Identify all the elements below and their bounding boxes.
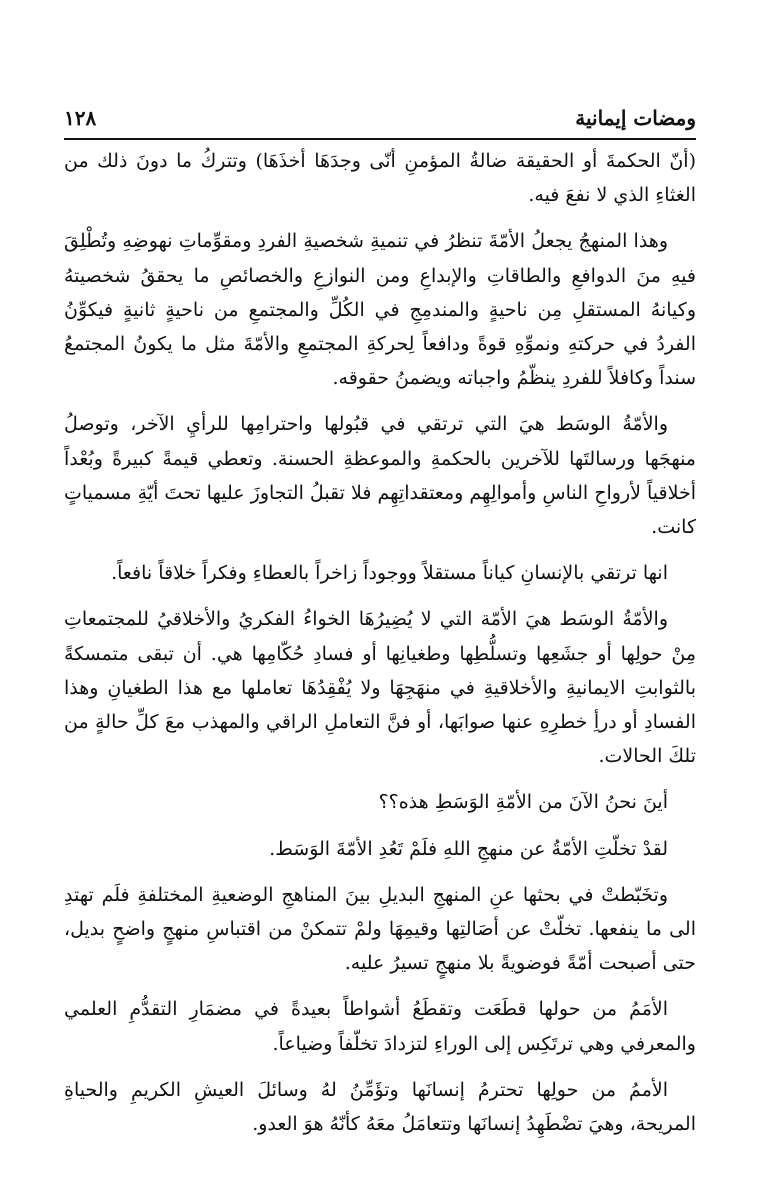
page-number: ١٢٨: [64, 106, 97, 130]
paragraph: لقدْ تخلّتِ الأمّةُ عن منهجِ اللهِ فلَمْ تَعُدِ الأمّةَ الوَسَط.: [269, 837, 668, 860]
paragraph: والأمّةُ الوسَط هيَ الأمّة التي لا يُضِيرُهَا الخواءُ الفكريُ والأخلاقيُ للمجتمعاتِ مِنْ حولِها أو جشَعِها وتسلُّطِها وطغيانِها أو فسادِ حُكّامِها هي. أن تبقى متمسكةً بالثوابتِ الايمانيةِ والأخلاقيةِ في منهَجِهَا ولا يُفْقِدُهَا تعاملها مع هذا الطغيانِ وهذا الفسادِ أو درأِ خطرِهِ عنها صوابَها، أو فنَّ التعاملِ الراقي والمهذب معَ كلِّ حالةٍ من تلكَ الحالات.: [64, 608, 696, 768]
paragraph: أينَ نحنُ الآنَ من الأمّةِ الوَسَطِ هذه؟؟: [378, 791, 668, 814]
paragraph: (أنّ الحكمةَ أو الحقيقة ضالةُ المؤمنِ أنّى وجدَهَا أخذَهَا) وتتركُ ما دونَ ذلك من الغثاءِ الذي لا نفعَ فيه.: [64, 150, 696, 207]
paragraph: والأمّةُ الوسَط هيَ التي ترتقي في قبُولها واحترامِها للرأيِ الآخر، وتوصلُ منهجَها ورسالتَها للآخرين بالحكمةِ والموعظةِ الحسنة. وتعطي قيمةً كبيرةً وبُعْداً أخلاقياً لأرواحِ الناسِ وأموالِهِم ومعتقداتِهِم فلا تقبلُ التجاوزَ عليها تحتَ أيّةِ مسمياتٍ كانت.: [64, 413, 696, 539]
running-title: ومضات إيمانية: [575, 106, 696, 130]
header-rule: [64, 138, 696, 140]
paragraph: الأمَمُ من حولها قطَعَت وتقطَعُ أشواطاً بعيدةً في مضمَارِ التقدُّمِ العلمي والمعرفي وهي ترتَكِس إلى الوراءِ لتزدادَ تخلّفاً وضياعاً.: [64, 998, 696, 1055]
body-text: [64, 144, 696, 1153]
paragraph: الأممُ من حولِها تحترمُ إنسانَها وتؤَمِّنُ لهُ وسائلَ العيشِ الكريمِ والحياةِ المريحة، وهيَ تضْطَهِدُ إنسانَها وتتعامَلُ معَهُ كأنّهُ هوَ العدو.: [64, 1078, 696, 1136]
paragraph: وتخَبّطتْ في بحثها عنِ المنهجِ البديلِ بينَ المناهجِ الوضعيةِ المختلفةِ فلَم تهتدِ الى ما ينفعها. تخلّتْ عن أصَالتِها وقيمِهَا ولمْ تتمكنْ من اقتباسِ منهجٍ واضحٍ بديل، حتى أصبحت أمّةً فوضويةً بلا منهجٍ تسيرُ عليه.: [64, 883, 696, 975]
paragraph: انها ترتقي بالإنسانِ كياناً مستقلاً ووجوداً زاخراً بالعطاءِ وفكراً خلاقاً نافعاً.: [111, 562, 668, 585]
page-header: [64, 100, 696, 136]
paragraph: وهذا المنهجُ يجعلُ الأمّةَ تنظرُ في تنميةِ شخصيةِ الفردِ ومقوِّماتِ نهوضِهِ وتُطْلِقَ فيهِ منَ الدوافعِ والطاقاتِ والإبداعِ ومن النوازعِ والخصائصِ ما يحققُ شخصيتهُ وكيانهُ المستقلِ مِن ناحيةٍ والمندمِجِ في الكُلِّ والمجتمعِ من ناحيةٍ ثانيةٍ فيكوِّنُ الفردُ في حركتهِ ونموِّهِ قوةً ودافعاً لِحركةِ المجتمعِ والأمّةَ مثل ما يكونُ المجتمعُ سنداً وكافلاً للفردِ ينظّمُ واجباته ويضمنُ حقوقه.: [64, 230, 696, 390]
